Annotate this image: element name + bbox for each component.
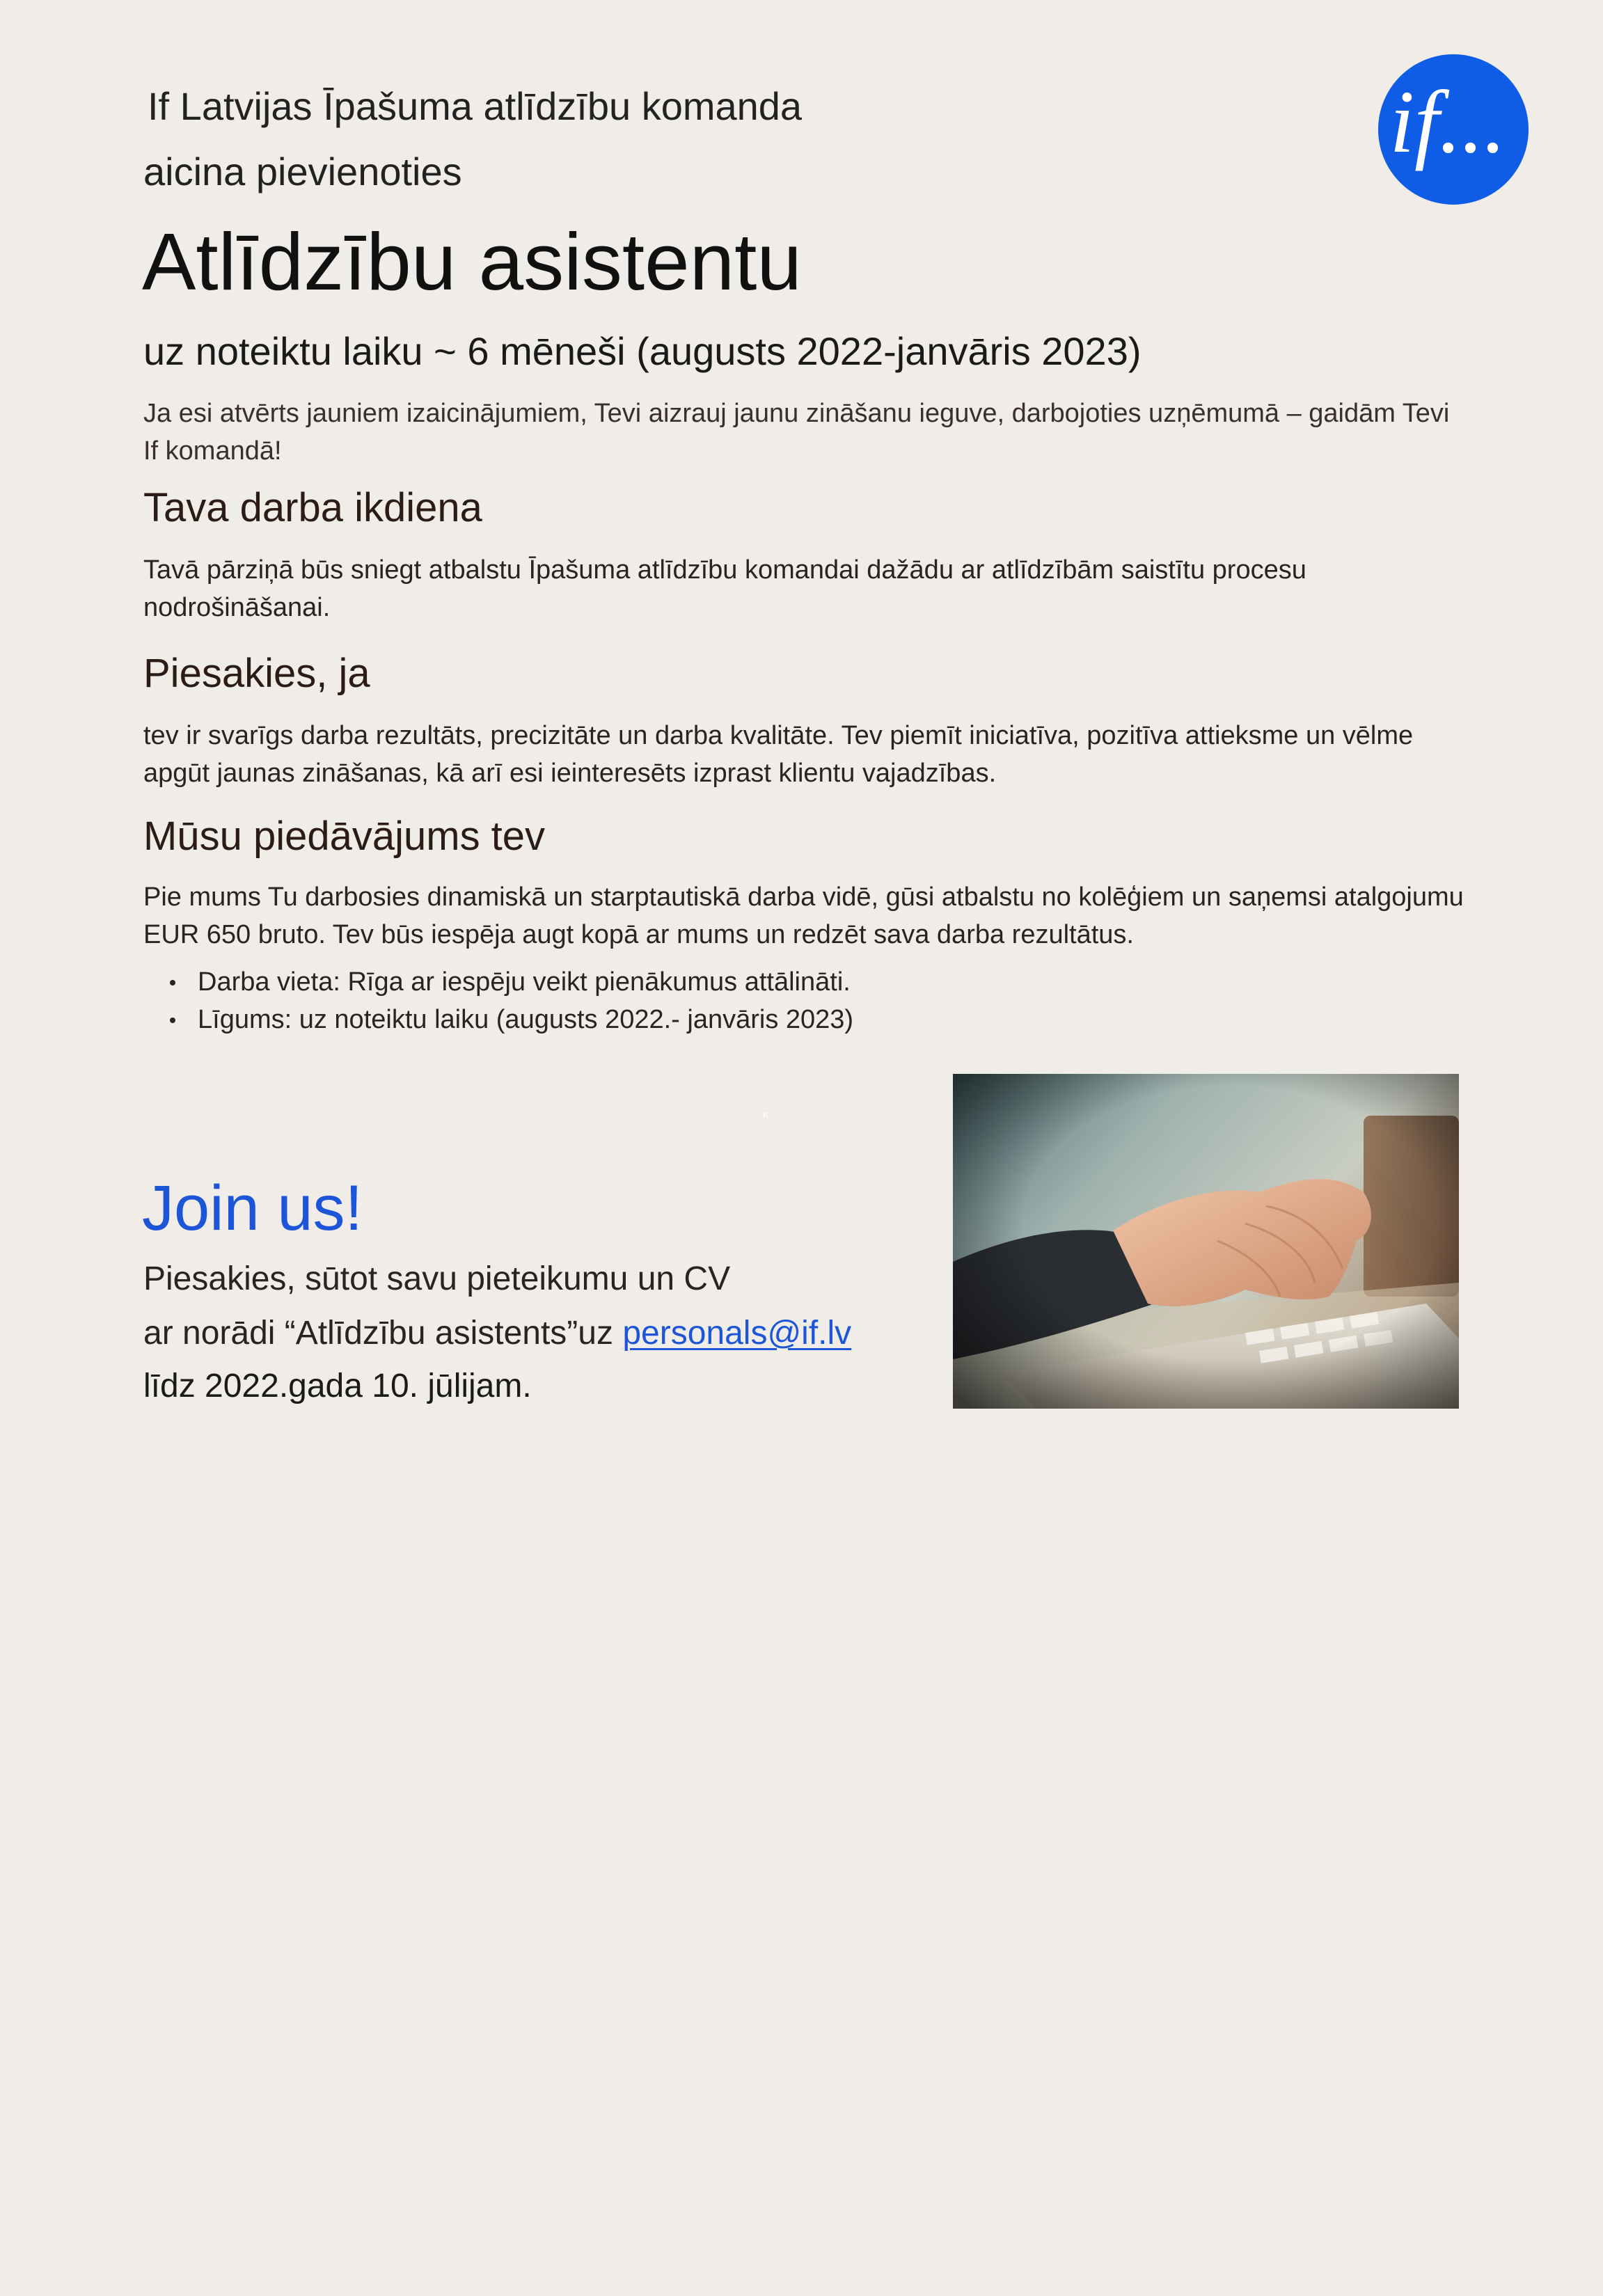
apply-instructions-line-2: [143, 1307, 851, 1360]
apply-deadline: līdz 2022.gada 10. jūlijam.: [143, 1368, 532, 1404]
intro-line-2: aicina pievienoties: [143, 150, 462, 193]
list-item: [160, 963, 853, 1001]
section-text-daily-work: Tavā pārziņā būs sniegt atbalstu Īpašuma atlīdzību komandai dažādu ar atlīdzībām saistītu procesu nodrošināšanai.: [143, 555, 1306, 622]
stray-mark: K: [763, 1109, 770, 1121]
logo-text: if...: [1389, 72, 1506, 171]
bullet-dot-icon: [170, 980, 175, 985]
section-text-apply-if: tev ir svarīgs darba rezultāts, precizitāte un darba kvalitāte. Tev piemīt iniciatīva, pozitīva attieksme un vēlme apgūt jaunas zināšanas, kā arī esi ieinteresēts izprast klientu vajadzības.: [143, 721, 1414, 788]
section-text-offer: Pie mums Tu darbosies dinamiskā un starptautiskā darba vidē, gūsi atbalstu no kolēģiem un saņemsi atalgojumu EUR 650 bruto. Tev būs iespēja augt kopā ar mums un redzēt sava darba rezultātus.: [143, 882, 1464, 949]
intro-paragraph: Ja esi atvērts jauniem izaicinājumiem, Tevi aizrauj jaunu zināšanu ieguve, darbojoties uzņēmumā – gaidām Tevi If komandā!: [143, 399, 1450, 466]
list-item: [160, 1001, 853, 1038]
apply-line-2-prefix: ar norādi “Atlīdzību asistents”uz: [143, 1315, 623, 1352]
offer-bullet-list: [160, 963, 853, 1038]
typing-hands-photo: [953, 1074, 1459, 1409]
section-heading-offer: Mūsu piedāvājums tev: [143, 814, 546, 859]
section-heading-daily-work: Tava darba ikdiena: [143, 485, 482, 530]
section-heading-apply-if: Piesakies, ja: [143, 651, 370, 696]
intro-line-1: If Latvijas Īpašuma atlīdzību komanda: [148, 84, 803, 128]
bullet-text-workplace: Darba vieta: Rīga ar iespēju veikt pienākumus attālināti.: [198, 967, 851, 997]
email-link[interactable]: personals@if.lv: [622, 1315, 852, 1352]
apply-instructions-line-1: Piesakies, sūtot savu pieteikumu un CV: [143, 1260, 731, 1297]
if-logo-icon: [1378, 54, 1529, 205]
bullet-dot-icon: [170, 1018, 175, 1023]
bullet-text-contract: Līgums: uz noteiktu laiku (augusts 2022.- janvāris 2023): [198, 1005, 854, 1034]
page-subtitle: uz noteiktu laiku ~ 6 mēneši (augusts 2022-janvāris 2023): [143, 329, 1142, 373]
join-us-heading: Join us!: [142, 1173, 363, 1244]
page-title: Atlīdzību asistentu: [142, 216, 802, 307]
